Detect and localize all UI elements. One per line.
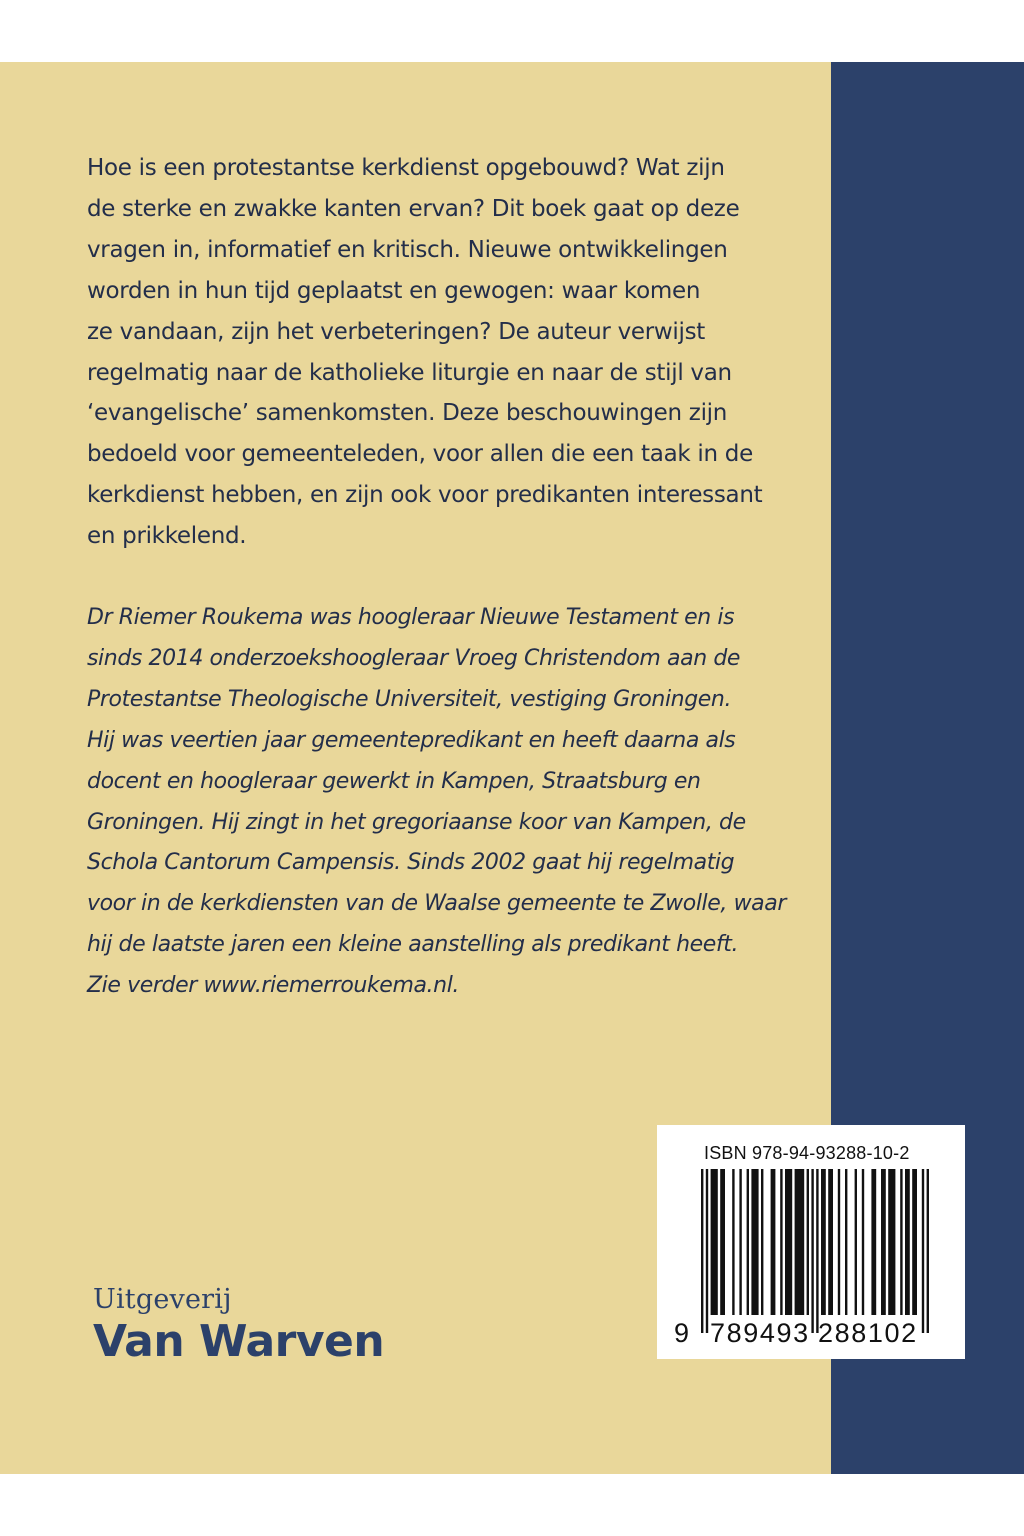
barcode-digit-first: 9 xyxy=(674,1318,690,1348)
publisher-name: Van Warven xyxy=(93,1316,385,1367)
barcode-bar xyxy=(785,1169,792,1315)
barcode-bar xyxy=(739,1169,741,1315)
barcode-bar xyxy=(807,1169,809,1315)
barcode-bar xyxy=(780,1169,782,1315)
barcode-bar xyxy=(771,1169,776,1315)
book-back-cover xyxy=(0,62,1024,1474)
barcode-bar xyxy=(761,1169,763,1315)
blurb-line: en prikkelend. xyxy=(87,523,247,550)
bio-line: Groningen. Hij zingt in het gregoriaanse koor van Kampen, de xyxy=(87,809,746,835)
blurb-line: bedoeld voor gemeenteleden, voor allen die een taak in de xyxy=(87,441,753,468)
blurb-line: vragen in, informatief en kritisch. Nieuwe ontwikkelingen xyxy=(87,236,728,263)
barcode-bar xyxy=(732,1169,734,1315)
barcode-bar xyxy=(828,1169,833,1315)
barcode-guard-bar xyxy=(701,1169,703,1333)
blurb-line: ‘evangelische’ samenkomsten. Deze beschouwingen zijn xyxy=(87,400,728,427)
bio-line: hij de laatste jaren een kleine aanstelling als predikant heeft. xyxy=(87,932,739,958)
barcode-bar xyxy=(855,1169,857,1315)
barcode-bar xyxy=(881,1169,886,1315)
bio-line: Zie verder www.riemerroukema.nl. xyxy=(87,973,459,999)
blurb-line: kerkdienst hebben, en zijn ook voor predikanten interessant xyxy=(87,482,763,509)
barcode-guard-bar xyxy=(706,1169,708,1333)
barcode-guard-bar xyxy=(811,1169,813,1333)
book-blurb xyxy=(87,148,787,557)
barcode-digits-right: 288102 xyxy=(818,1318,918,1348)
barcode-bar xyxy=(747,1169,749,1315)
barcode-bar xyxy=(871,1169,876,1315)
barcode-bar xyxy=(711,1169,718,1315)
barcode-bar xyxy=(845,1169,847,1315)
bio-line: voor in de kerkdiensten van de Waalse gemeente te Zwolle, waar xyxy=(87,891,786,917)
barcode-bar xyxy=(751,1169,758,1315)
barcode-bar xyxy=(838,1169,840,1315)
publisher-label: Uitgeverij xyxy=(93,1284,232,1315)
barcode-digits-left: 789493 xyxy=(710,1318,810,1348)
blurb-line: de sterke en zwakke kanten ervan? Dit boek gaat op deze xyxy=(87,195,740,222)
barcode-bar xyxy=(900,1169,902,1315)
publisher-logo xyxy=(93,1284,384,1368)
barcode-bar xyxy=(862,1169,864,1315)
bio-line: sinds 2014 onderzoekshoogleraar Vroeg Christendom aan de xyxy=(87,645,741,671)
blurb-line: worden in hun tijd geplaatst en gewogen: waar komen xyxy=(87,277,701,304)
blurb-line: regelmatig naar de katholieke liturgie en naar de stijl van xyxy=(87,359,732,386)
barcode-guard-bar xyxy=(922,1169,924,1333)
bio-line: Protestantse Theologische Universiteit, vestiging Groningen. xyxy=(87,686,732,712)
barcode-bar xyxy=(720,1169,725,1315)
blurb-line: ze vandaan, zijn het verbeteringen? De auteur verwijst xyxy=(87,318,705,345)
barcode-bars xyxy=(657,1125,965,1359)
barcode-bar xyxy=(795,1169,805,1315)
barcode-guard-bar xyxy=(927,1169,929,1333)
barcode-bar xyxy=(821,1169,826,1315)
bio-line: Hij was veertien jaar gemeentepredikant en heeft daarna als xyxy=(87,727,736,753)
blurb-line: Hoe is een protestantse kerkdienst opgebouwd? Wat zijn xyxy=(87,155,725,181)
barcode-bar xyxy=(905,1169,910,1315)
bio-line: Schola Cantorum Campensis. Sinds 2002 gaat hij regelmatig xyxy=(87,850,735,876)
isbn-barcode xyxy=(657,1125,965,1359)
barcode-bar xyxy=(888,1169,895,1315)
bio-line: docent en hoogleraar gewerkt in Kampen, Straatsburg en xyxy=(87,768,701,794)
bio-line: Dr Riemer Roukema was hoogleraar Nieuwe Testament en is xyxy=(87,605,735,630)
isbn-label: ISBN 978-94-93288-10-2 xyxy=(704,1143,910,1163)
barcode-bar xyxy=(912,1169,917,1315)
barcode-guard-bar xyxy=(816,1169,818,1333)
author-bio xyxy=(87,598,807,1007)
